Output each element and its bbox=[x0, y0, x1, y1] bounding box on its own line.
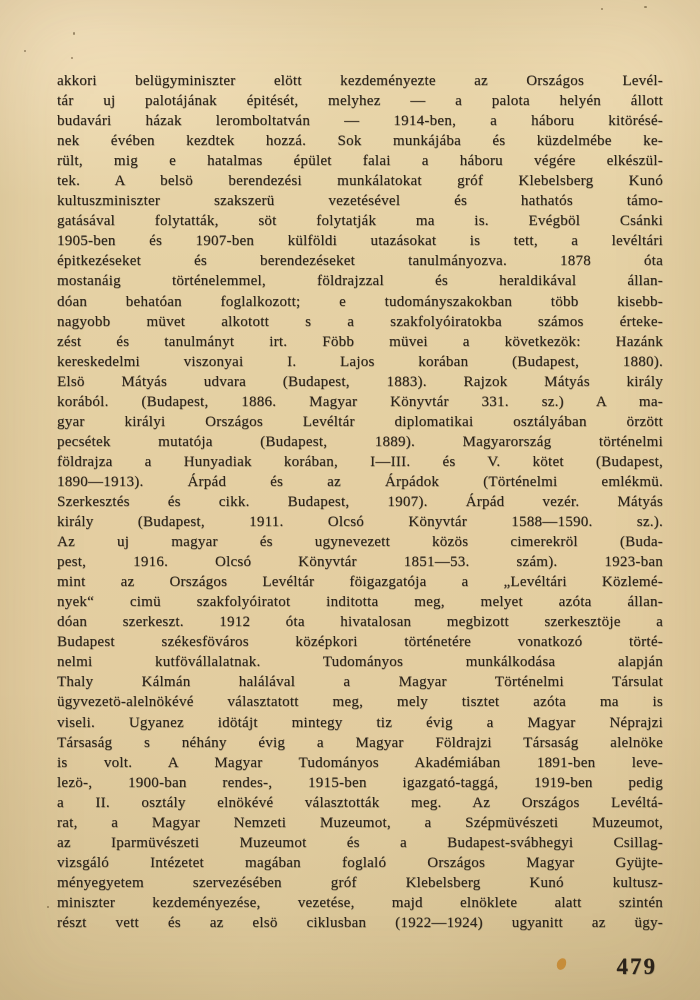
paper-speck bbox=[24, 50, 26, 52]
text-line: Elsö Mátyás udvara (Budapest, 1883). Rajzok Mátyás király bbox=[57, 373, 663, 390]
text-line: pest, 1916. Olcsó Könyvtár 1851—53. szám). 1923-ban bbox=[57, 554, 663, 571]
text-line: Szerkesztés és cikk. Budapest, 1907). Árpád vezér. Mátyás bbox=[57, 493, 663, 510]
text-line: is volt. A Magyar Tudományos Akadémiában 1891-ben leve- bbox=[57, 754, 663, 771]
text-line: pecsétek mutatója (Budapest, 1889). Magyarország történelmi bbox=[57, 433, 663, 450]
text-line: a II. osztály elnökévé választották meg. Az Országos Levéltá- bbox=[57, 794, 663, 811]
text-line: nagyobb müvet alkotott s a szakfolyóiratokba számos érteke- bbox=[57, 313, 663, 330]
text-line: korából. (Budapest, 1886. Magyar Könyvtár 331. sz.) A ma- bbox=[57, 393, 663, 410]
text-line: Az uj magyar és ugynevezett közös cimerekröl (Buda- bbox=[57, 534, 663, 551]
text-line: Thaly Kálmán halálával a Magyar Történelmi Társulat bbox=[57, 674, 663, 691]
text-line: miniszter kezdeményezése, vezetése, majd elnöklete alatt szintén bbox=[57, 894, 663, 911]
text-line: vizsgáló Intézetet magában foglaló Országos Magyar Gyüjte- bbox=[57, 854, 663, 871]
text-line: földrajza a Hunyadiak korában, I—III. és V. kötet (Budapest, bbox=[57, 453, 663, 470]
text-line: akkori belügyminiszter elött kezdeményezte az Országos Levél- bbox=[57, 73, 663, 89]
paper-speck bbox=[71, 57, 73, 59]
text-line: zést és tanulmányt irt. Föbb müvei a következök: Hazánk bbox=[57, 333, 663, 350]
ink-stain bbox=[556, 957, 568, 971]
text-line: mostanáig történelemmel, földrajzzal és heraldikával állan- bbox=[57, 273, 663, 290]
text-line: nek évében kezdtek hozzá. Sok munkájába és küzdelmébe ke- bbox=[57, 133, 663, 150]
paper-speck bbox=[73, 32, 75, 35]
text-line: gyar királyi Országos Levéltár diplomatikai osztályában örzött bbox=[57, 413, 663, 430]
text-line: nelmi kutfövállalatnak. Tudományos munkálkodása alapján bbox=[57, 654, 663, 671]
text-line: kultuszminiszter szakszerü vezetésével és hathatós támo- bbox=[57, 193, 663, 210]
text-line: ügyvezetö-alelnökévé választatott meg, mely tisztet azóta ma is bbox=[57, 694, 663, 711]
text-line: tek. A belsö berendezési munkálatokat gróf Klebelsberg Kunó bbox=[57, 173, 663, 190]
text-line: dóan behatóan foglalkozott; e tudományszakokban több kisebb- bbox=[57, 293, 663, 310]
text-line: 1905-ben és 1907-ben külföldi utazásokat is tett, a levéltári bbox=[57, 233, 663, 250]
page-number: 479 bbox=[616, 954, 657, 979]
text-line: rat, a Magyar Nemzeti Muzeumot, a Szépmüvészeti Muzeumot, bbox=[57, 814, 663, 831]
text-line: király (Budapest, 1911. Olcsó Könyvtár 1588—1590. sz.). bbox=[57, 514, 663, 531]
text-line: rült, mig e hatalmas épület falai a háboru végére elkészül- bbox=[57, 153, 663, 170]
text-line: 1890—1913). Árpád és az Árpádok (Történelmi emlékmü. bbox=[57, 473, 663, 490]
text-line: kereskedelmi viszonyai I. Lajos korában (Budapest, 1880). bbox=[57, 353, 663, 370]
text-line: részt vett és az elsö ciklusban (1922—1924) ugyanitt az ügy- bbox=[57, 914, 663, 931]
text-line: viseli. Ugyanez idötájt mintegy tiz évig a Magyar Néprajzi bbox=[57, 714, 663, 731]
text-line: nyek“ cimü szakfolyóiratot inditotta meg, melyet azóta állan- bbox=[57, 594, 663, 611]
paper-speck bbox=[644, 6, 647, 8]
paper-speck bbox=[47, 906, 49, 908]
text-line: épitkezéseket és berendezéseket tanulmányozva. 1878 óta bbox=[57, 253, 663, 270]
paper-speck bbox=[601, 8, 603, 10]
text-line: lezö-, 1900-ban rendes-, 1915-ben igazgató-taggá, 1919-ben pedig bbox=[57, 774, 663, 791]
text-line: budavári házak leromboltatván — 1914-ben, a háboru kitörésé- bbox=[57, 113, 663, 130]
text-line: mint az Országos Levéltár föigazgatója a „Levéltári Közlemé- bbox=[57, 574, 663, 591]
body-text bbox=[57, 71, 663, 933]
text-line: Budapest székesföváros középkori történetére vonatkozó törté- bbox=[57, 634, 663, 651]
text-line: ményegyetem szervezésében gróf Klebelsberg Kunó kultusz- bbox=[57, 874, 663, 891]
text-line: gatásával folytatták, söt folytatják ma is. Evégböl Csánki bbox=[57, 213, 663, 230]
text-line: tár uj palotájának épitését, melyhez — a palota helyén állott bbox=[57, 93, 663, 110]
text-line: Társaság s néhány évig a Magyar Földrajzi Társaság alelnöke bbox=[57, 734, 663, 751]
text-line: az Iparmüvészeti Muzeumot és a Budapest-svábhegyi Csillag- bbox=[57, 834, 663, 851]
text-line: dóan szerkeszt. 1912 óta hivatalosan megbizott szerkesztöje a bbox=[57, 614, 663, 631]
